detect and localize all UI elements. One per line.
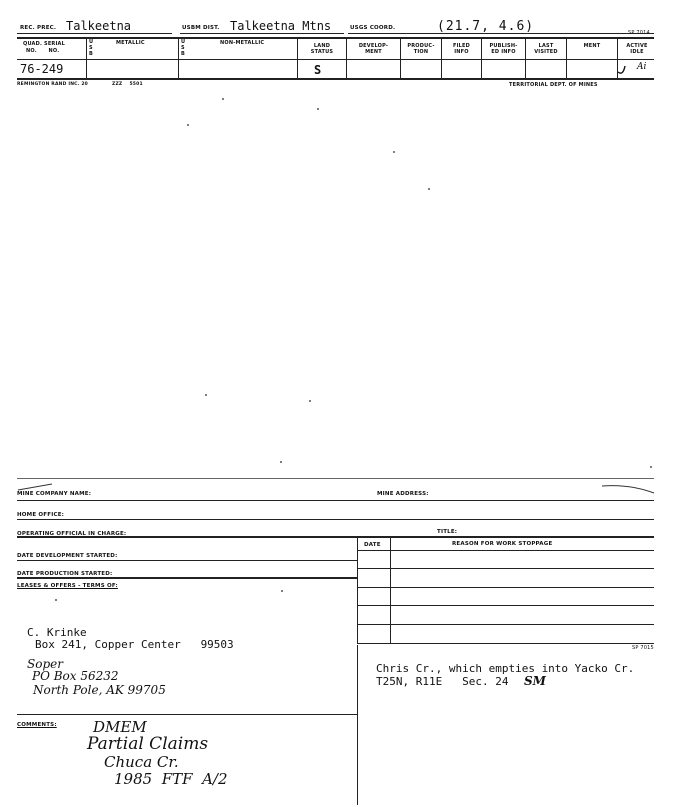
leases-offers-label: LEASES & OFFERS - TERMS OF:: [17, 583, 118, 589]
land-status-value: S: [314, 63, 322, 77]
date-dev-started-label: DATE DEVELOPMENT STARTED:: [17, 553, 118, 559]
location-line1: Chris Cr., which empties into Yacko Cr.: [376, 662, 635, 675]
handwritten-owner-line2: PO Box 56232: [32, 669, 119, 683]
col-published-info: PUBLISH- ED INFO: [489, 43, 518, 55]
col-metallic: METALLIC: [116, 40, 145, 46]
comments-label: COMMENTS:: [17, 722, 57, 728]
comments-hand-line4: 1985 FTF A/2: [114, 770, 228, 788]
form-number-top: SP 7014: [628, 30, 650, 36]
usbm-dist-label: USBM DIST.: [182, 25, 220, 31]
col-ment: MENT: [583, 43, 601, 49]
usgs-coord-label: USGS COORD.: [350, 25, 396, 31]
reason-col-header: REASON FOR WORK STOPPAGE: [452, 541, 553, 547]
check-mark-icon: [616, 62, 628, 78]
owner-address: Box 241, Copper Center 99503: [35, 638, 234, 651]
home-office-label: HOME OFFICE:: [17, 512, 65, 518]
printer-code: ZZZ 5501: [112, 82, 143, 87]
date-prod-started-label: DATE PRODUCTION STARTED:: [17, 571, 113, 577]
handwritten-owner-line3: North Pole, AK 99705: [33, 683, 166, 697]
col-production: PRODUC- TION: [407, 43, 435, 55]
location-initials: SM: [524, 674, 546, 688]
form-number-bottom: SP 7015: [632, 645, 654, 651]
col-last-visited: LAST VISITED: [534, 43, 558, 55]
title-label: TITLE:: [437, 529, 458, 535]
date-col-header: DATE: [364, 542, 381, 548]
col-non-metallic: NON-METALLIC: [220, 40, 265, 46]
rec-prec-value: Talkeetna: [66, 19, 132, 33]
comments-hand-line2: Partial Claims: [87, 734, 209, 754]
col-active-idle: ACTIVE IDLE: [626, 43, 648, 55]
comments-hand-line3: Chuca Cr.: [104, 753, 179, 771]
col-filed-info: FILED INFO: [452, 43, 471, 55]
department-line: TERRITORIAL DEPT. OF MINES: [509, 82, 598, 88]
col-quad-serial: QUAD. SERIAL: [23, 41, 65, 47]
active-idle-mark: Ai: [637, 62, 647, 72]
location-line2: T25N, R11E Sec. 24: [376, 675, 509, 688]
operating-official-label: OPERATING OFFICIAL IN CHARGE:: [17, 531, 127, 537]
mine-company-name-label: MINE COMPANY NAME:: [17, 491, 92, 497]
col-development: DEVELOP- MENT: [358, 43, 389, 55]
rec-prec-label: REC. PREC.: [20, 25, 57, 31]
quad-serial-value: 76-249: [20, 62, 64, 76]
usgs-coord-value: (21.7, 4.6): [437, 19, 535, 34]
col-land-status: LAND STATUS: [310, 43, 334, 55]
comments-hand-line1: DMEM: [93, 718, 147, 736]
owner-name: C. Krinke: [27, 626, 87, 639]
handwritten-owner-line1: Soper: [27, 657, 63, 671]
col-no-no: NO. NO.: [26, 48, 60, 54]
usbm-dist-value: Talkeetna Mtns: [230, 19, 332, 33]
printer-line: REMINGTON RAND INC. 20: [17, 82, 88, 87]
mine-address-label: MINE ADDRESS:: [377, 491, 429, 497]
